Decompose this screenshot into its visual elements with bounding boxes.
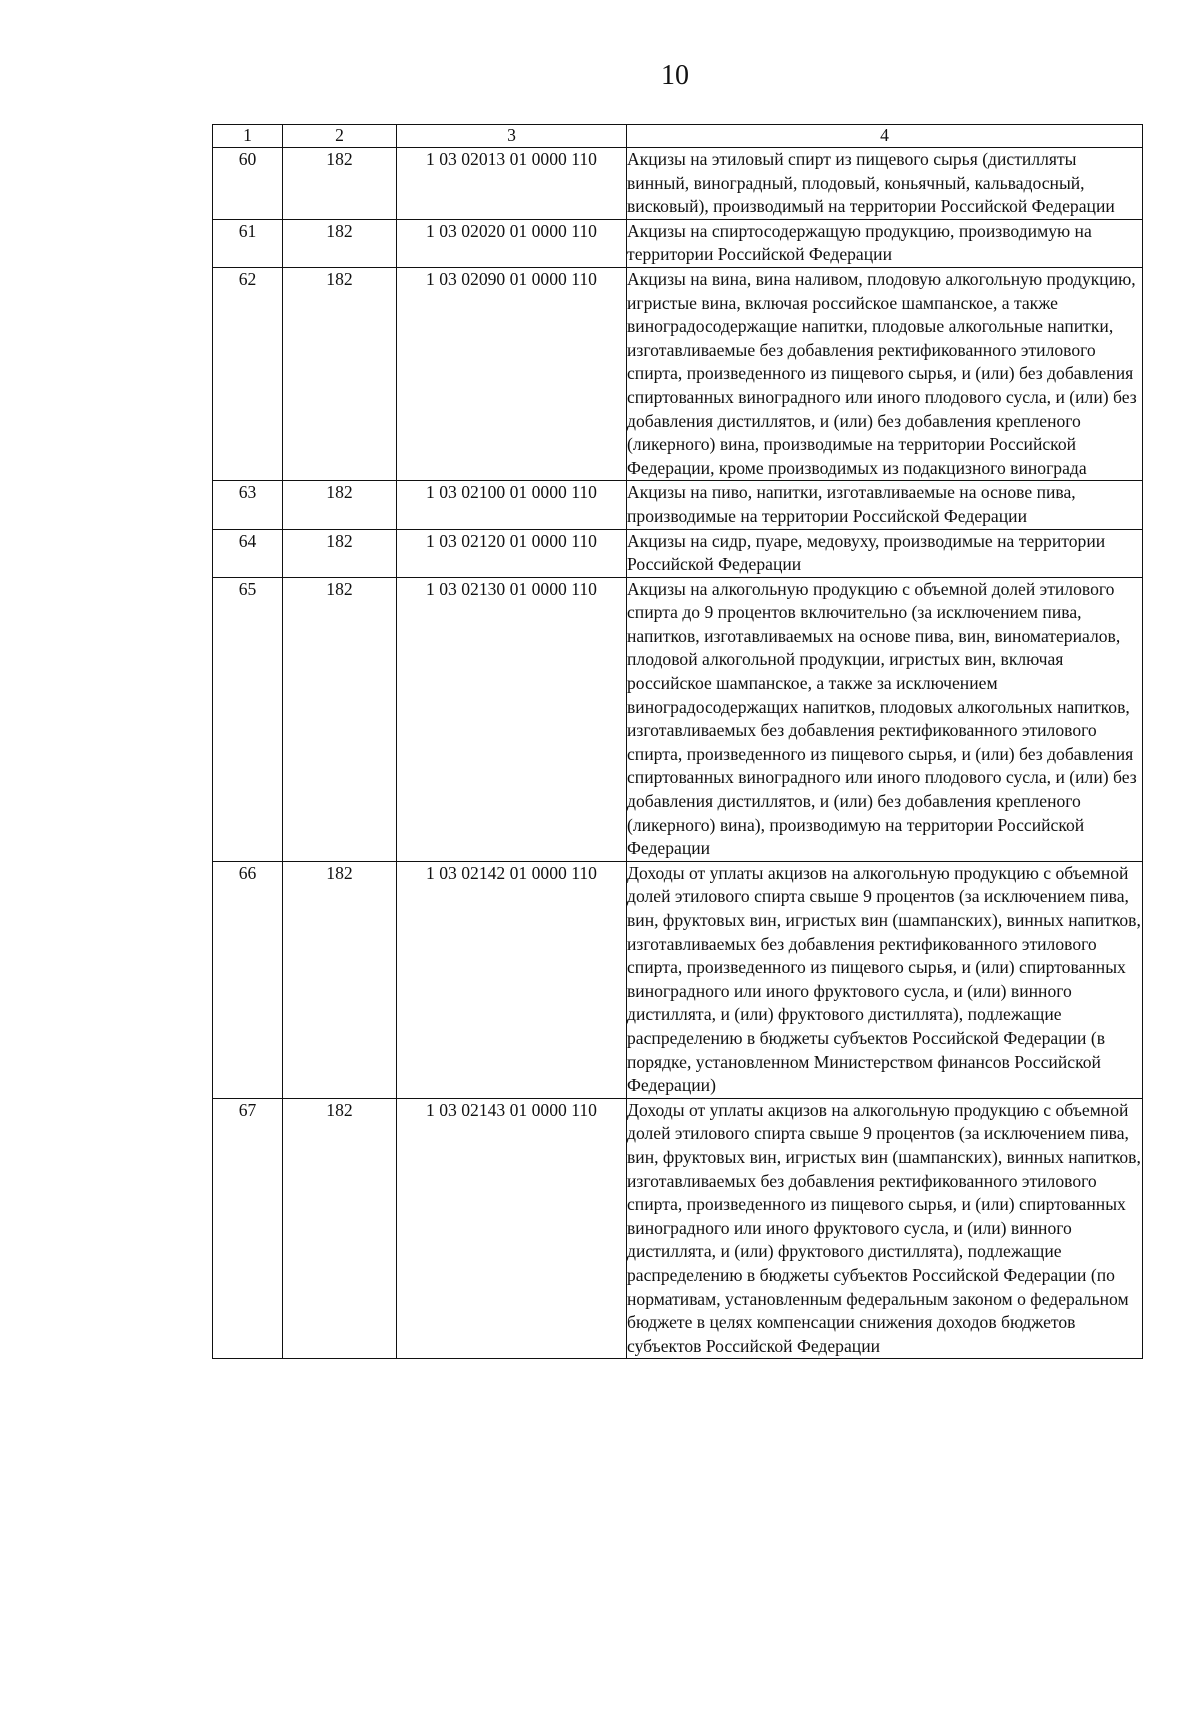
- administrator-code: 182: [283, 577, 397, 861]
- row-number: 65: [213, 577, 283, 861]
- administrator-code: 182: [283, 529, 397, 577]
- revenue-description: Доходы от уплаты акцизов на алкогольную продукцию с объемной долей этилового спирта свыше 9 процентов (за исключением пива, вин, фруктовых вин, игристых вин (шампанских), винных напитков, изготавливаемых без добавления ректификованного этилового спирта, произведенного из пищевого сырья, и (или) спиртованных виноградного или иного фруктового сусла, и (или) винного дистиллята, и (или) фруктового дистиллята), подлежащие распределению в бюджеты субъектов Российской Федерации (по нормативам, установленным федеральным законом о федеральном бюджете в целях компенсации снижения доходов бюджетов субъектов Российской Федерации: [627, 1098, 1143, 1359]
- revenue-description: Акцизы на спиртосодержащую продукцию, производимую на территории Российской Федерации: [627, 219, 1143, 267]
- revenue-code: 1 03 02143 01 0000 110: [397, 1098, 627, 1359]
- row-number: 62: [213, 267, 283, 480]
- revenue-code: 1 03 02142 01 0000 110: [397, 861, 627, 1098]
- revenue-description: Акцизы на сидр, пуаре, медовуху, производимые на территории Российской Федерации: [627, 529, 1143, 577]
- row-number: 63: [213, 481, 283, 529]
- revenue-description: Акцизы на пиво, напитки, изготавливаемые на основе пива, производимые на территории Российской Федерации: [627, 481, 1143, 529]
- administrator-code: 182: [283, 267, 397, 480]
- revenue-code: 1 03 02130 01 0000 110: [397, 577, 627, 861]
- revenue-code: 1 03 02013 01 0000 110: [397, 148, 627, 220]
- table-row: [213, 861, 1143, 1098]
- revenue-codes-table: [212, 124, 1143, 1359]
- table-header-row: [213, 125, 1143, 148]
- column-header-1: 1: [213, 125, 283, 148]
- revenue-description: Акцизы на алкогольную продукцию с объемной долей этилового спирта до 9 процентов включительно (за исключением пива, напитков, изготавливаемых на основе пива, вин, виноматериалов, плодовой алкогольной продукции, игристых вин, включая российское шампанское, а также за исключением виноградосодержащих напитков, плодовых алкогольных напитков, изготавливаемых без добавления ректификованного этилового спирта, произведенного из пищевого сырья, и (или) без добавления спиртованных виноградного или иного плодового сусла, и (или) без добавления дистиллятов, и (или) без добавления крепленого (ликерного) вина), производимую на территории Российской Федерации: [627, 577, 1143, 861]
- revenue-code: 1 03 02120 01 0000 110: [397, 529, 627, 577]
- column-header-2: 2: [283, 125, 397, 148]
- table-row: [213, 267, 1143, 480]
- table-row: [213, 148, 1143, 220]
- row-number: 60: [213, 148, 283, 220]
- table-row: [213, 219, 1143, 267]
- page-number: 10: [661, 60, 689, 91]
- revenue-code: 1 03 02100 01 0000 110: [397, 481, 627, 529]
- administrator-code: 182: [283, 148, 397, 220]
- revenue-description: Акцизы на вина, вина наливом, плодовую алкогольную продукцию, игристые вина, включая российское шампанское, а также виноградосодержащие напитки, плодовые алкогольные напитки, изготавливаемые без добавления ректификованного этилового спирта, произведенного из пищевого сырья, и (или) без добавления спиртованных виноградного или иного плодового сусла, и (или) без добавления дистиллятов, и (или) без добавления крепленого (ликерного) вина, производимые на территории Российской Федерации, кроме производимых из подакцизного винограда: [627, 267, 1143, 480]
- row-number: 61: [213, 219, 283, 267]
- administrator-code: 182: [283, 481, 397, 529]
- administrator-code: 182: [283, 1098, 397, 1359]
- administrator-code: 182: [283, 219, 397, 267]
- row-number: 64: [213, 529, 283, 577]
- table-row: [213, 1098, 1143, 1359]
- administrator-code: 182: [283, 861, 397, 1098]
- revenue-description: Доходы от уплаты акцизов на алкогольную продукцию с объемной долей этилового спирта свыше 9 процентов (за исключением пива, вин, фруктовых вин, игристых вин (шампанских), винных напитков, изготавливаемых без добавления ректификованного этилового спирта, произведенного из пищевого сырья, и (или) спиртованных виноградного или иного фруктового сусла, и (или) винного дистиллята, и (или) фруктового дистиллята), подлежащие распределению в бюджеты субъектов Российской Федерации (в порядке, установленном Министерством финансов Российской Федерации): [627, 861, 1143, 1098]
- table-row: [213, 529, 1143, 577]
- row-number: 67: [213, 1098, 283, 1359]
- column-header-4: 4: [627, 125, 1143, 148]
- table-row: [213, 577, 1143, 861]
- table-row: [213, 481, 1143, 529]
- revenue-description: Акцизы на этиловый спирт из пищевого сырья (дистилляты винный, виноградный, плодовый, коньячный, кальвадосный, висковый), производимый на территории Российской Федерации: [627, 148, 1143, 220]
- row-number: 66: [213, 861, 283, 1098]
- revenue-code: 1 03 02090 01 0000 110: [397, 267, 627, 480]
- revenue-code: 1 03 02020 01 0000 110: [397, 219, 627, 267]
- column-header-3: 3: [397, 125, 627, 148]
